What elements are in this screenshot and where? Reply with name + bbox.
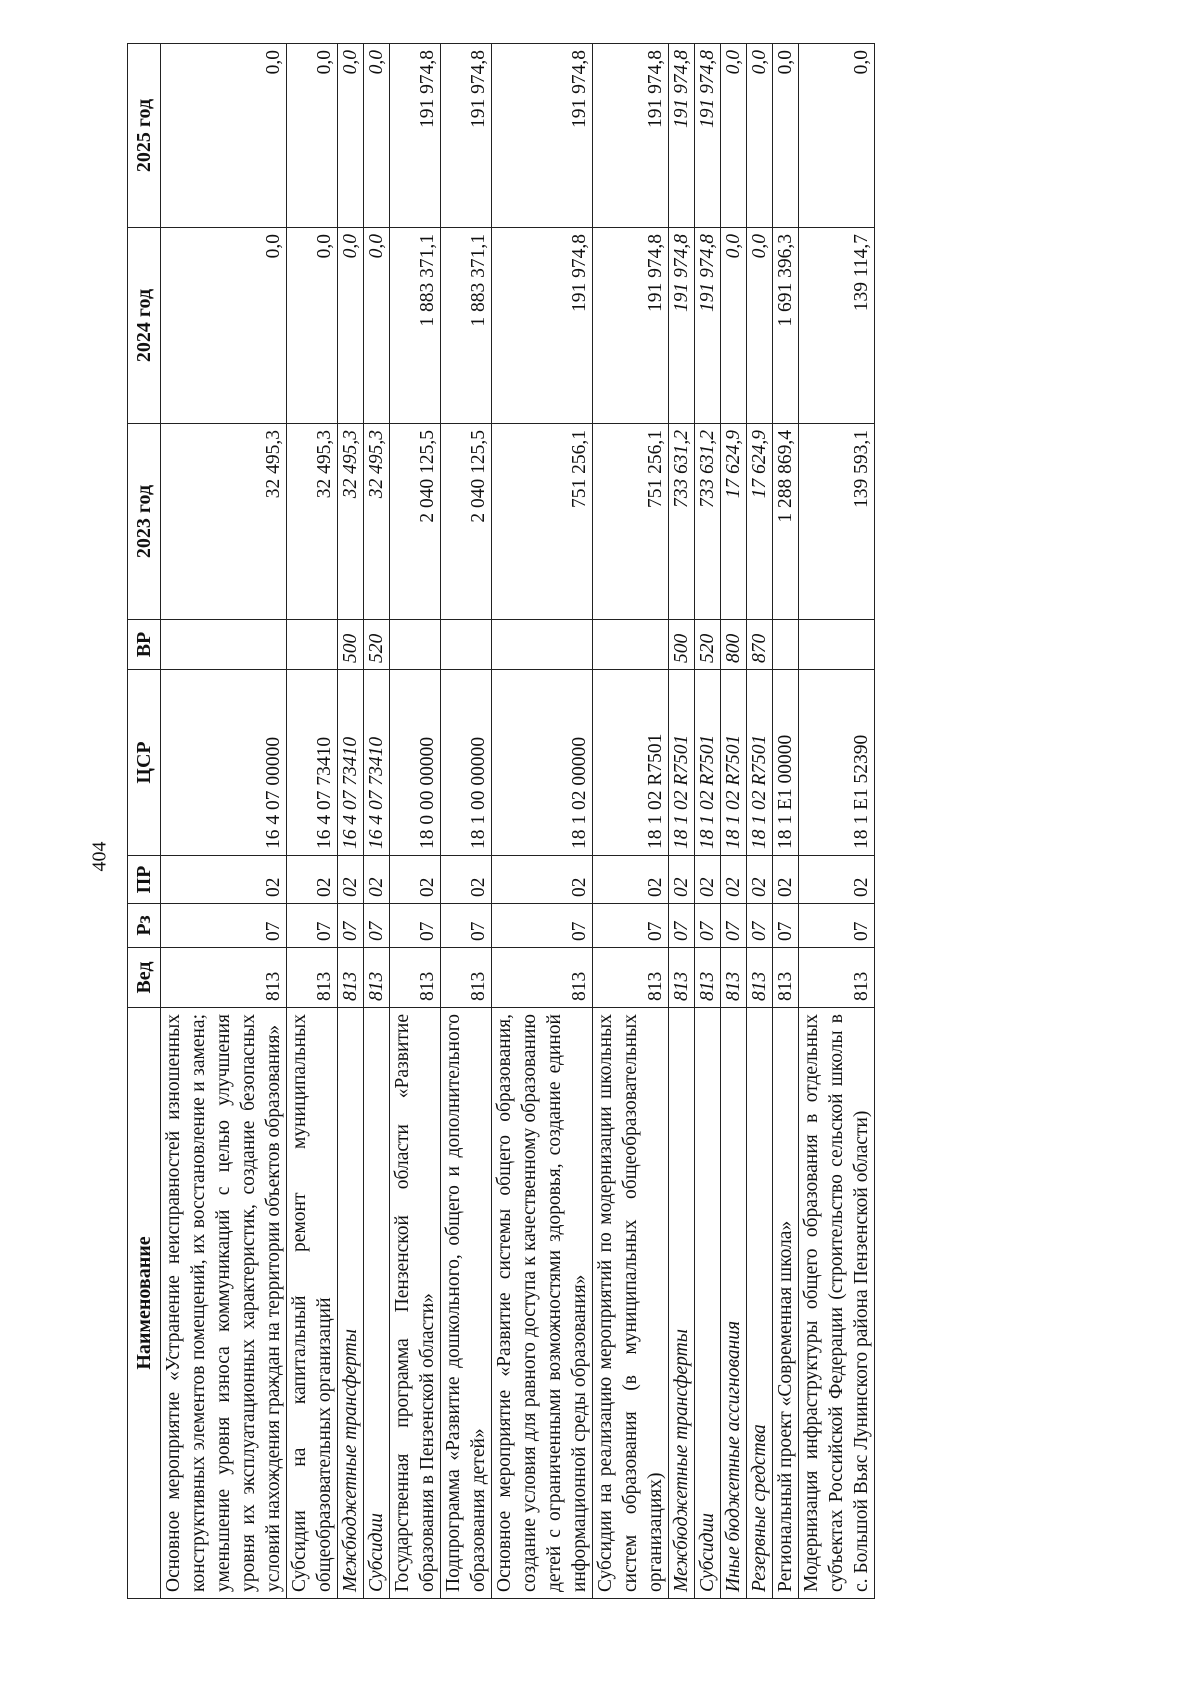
row-value-2025: 0,0: [747, 44, 773, 228]
row-rz: 07: [669, 904, 695, 948]
row-value-2023: 139 593,1: [799, 424, 875, 620]
row-vr: 520: [364, 620, 390, 670]
row-name: Иные бюджетные ассигнования: [721, 1008, 747, 1599]
row-value-2025: 191 974,8: [669, 44, 695, 228]
row-vr: [593, 620, 669, 670]
row-ved: 813: [669, 948, 695, 1008]
rotated-page-content: [127, 44, 1095, 1599]
row-value-2024: 0,0: [338, 228, 364, 424]
row-vr: [390, 620, 441, 670]
table-row: [799, 44, 875, 1599]
row-vr: [773, 620, 799, 670]
row-vr: [492, 620, 593, 670]
row-rz: 07: [390, 904, 441, 948]
row-csr: 18 1 02 00000: [492, 670, 593, 856]
header-name: Наименование: [128, 1008, 161, 1599]
table-row: [338, 44, 364, 1599]
row-pr: 02: [593, 856, 669, 904]
row-name: Модернизация инфраструктуры общего образования в отдельных субъектах Российской Федерации (строительство сельской школы в с. Большой Вьяс Лунинского района Пензенской области): [799, 1008, 875, 1599]
table-body: [161, 44, 875, 1599]
row-csr: 18 1 E1 52390: [799, 670, 875, 856]
row-value-2025: 191 974,8: [492, 44, 593, 228]
row-vr: 800: [721, 620, 747, 670]
row-vr: 500: [338, 620, 364, 670]
header-rz: Рз: [128, 904, 161, 948]
row-value-2023: 32 495,3: [364, 424, 390, 620]
row-value-2024: 191 974,8: [669, 228, 695, 424]
row-name: Основное мероприятие «Развитие системы общего образования, создание условия для равного доступа к качественному образованию детей с ограниченными возможностями здоровья, создание единой информационной среды образования»: [492, 1008, 593, 1599]
row-csr: 16 4 07 00000: [161, 670, 287, 856]
row-rz: 07: [287, 904, 338, 948]
row-rz: 07: [799, 904, 875, 948]
row-value-2024: 139 114,7: [799, 228, 875, 424]
row-vr: [287, 620, 338, 670]
row-ved: 813: [695, 948, 721, 1008]
row-value-2023: 17 624,9: [747, 424, 773, 620]
row-rz: 07: [441, 904, 492, 948]
table-row: [721, 44, 747, 1599]
row-rz: 07: [161, 904, 287, 948]
row-value-2023: 17 624,9: [721, 424, 747, 620]
row-value-2025: 0,0: [287, 44, 338, 228]
row-rz: 07: [338, 904, 364, 948]
table-row: [390, 44, 441, 1599]
row-name: Субсидии на реализацию мероприятий по модернизации школьных систем образования (в муниципальных общеобразовательных организациях): [593, 1008, 669, 1599]
row-value-2025: 191 974,8: [441, 44, 492, 228]
row-vr: 870: [747, 620, 773, 670]
row-value-2024: 191 974,8: [593, 228, 669, 424]
budget-table: [127, 43, 875, 1599]
row-value-2023: 2 040 125,5: [390, 424, 441, 620]
row-pr: 02: [390, 856, 441, 904]
table-row: [161, 44, 287, 1599]
header-csr: ЦСР: [128, 670, 161, 856]
row-name: Региональный проект «Современная школа»: [773, 1008, 799, 1599]
row-rz: 07: [492, 904, 593, 948]
header-pr: ПР: [128, 856, 161, 904]
row-ved: 813: [799, 948, 875, 1008]
row-name: Межбюджетные трансферты: [338, 1008, 364, 1599]
header-2025: 2025 год: [128, 44, 161, 228]
row-rz: 07: [364, 904, 390, 948]
table-header-row: [128, 44, 161, 1599]
row-value-2024: 1 883 371,1: [441, 228, 492, 424]
row-name: Субсидии: [695, 1008, 721, 1599]
row-csr: 16 4 07 73410: [287, 670, 338, 856]
row-value-2023: 2 040 125,5: [441, 424, 492, 620]
row-rz: 07: [593, 904, 669, 948]
row-pr: 02: [161, 856, 287, 904]
row-ved: 813: [593, 948, 669, 1008]
row-csr: 18 1 02 R7501: [695, 670, 721, 856]
row-ved: 813: [390, 948, 441, 1008]
row-value-2023: 32 495,3: [161, 424, 287, 620]
row-value-2025: 191 974,8: [390, 44, 441, 228]
row-name: Межбюджетные трансферты: [669, 1008, 695, 1599]
row-rz: 07: [747, 904, 773, 948]
row-value-2025: 0,0: [721, 44, 747, 228]
table-row: [492, 44, 593, 1599]
row-name: Субсидии: [364, 1008, 390, 1599]
row-ved: 813: [721, 948, 747, 1008]
header-ved: Вед: [128, 948, 161, 1008]
row-csr: 18 1 02 R7501: [747, 670, 773, 856]
row-value-2025: 0,0: [799, 44, 875, 228]
row-name: Субсидии на капитальный ремонт муниципальных общеобразовательных организаций: [287, 1008, 338, 1599]
row-pr: 02: [492, 856, 593, 904]
row-pr: 02: [441, 856, 492, 904]
row-csr: 18 1 00 00000: [441, 670, 492, 856]
row-value-2023: 733 631,2: [669, 424, 695, 620]
row-vr: 520: [695, 620, 721, 670]
row-csr: 18 1 02 R7501: [669, 670, 695, 856]
row-ved: 813: [492, 948, 593, 1008]
table-row: [287, 44, 338, 1599]
row-vr: [799, 620, 875, 670]
row-value-2025: 191 974,8: [695, 44, 721, 228]
row-value-2023: 751 256,1: [593, 424, 669, 620]
header-2024: 2024 год: [128, 228, 161, 424]
row-pr: 02: [338, 856, 364, 904]
row-rz: 07: [773, 904, 799, 948]
table-row: [364, 44, 390, 1599]
table-row: [441, 44, 492, 1599]
row-pr: 02: [799, 856, 875, 904]
row-ved: 813: [747, 948, 773, 1008]
header-2023: 2023 год: [128, 424, 161, 620]
row-ved: 813: [161, 948, 287, 1008]
row-ved: 813: [338, 948, 364, 1008]
row-pr: 02: [669, 856, 695, 904]
row-value-2025: 0,0: [773, 44, 799, 228]
row-csr: 18 1 E1 00000: [773, 670, 799, 856]
row-name: Государственная программа Пензенской области «Развитие образования в Пензенской области»: [390, 1008, 441, 1599]
row-ved: 813: [441, 948, 492, 1008]
row-rz: 07: [721, 904, 747, 948]
row-value-2025: 0,0: [338, 44, 364, 228]
row-rz: 07: [695, 904, 721, 948]
row-value-2024: 0,0: [364, 228, 390, 424]
row-vr: 500: [669, 620, 695, 670]
row-name: Резервные средства: [747, 1008, 773, 1599]
row-value-2025: 191 974,8: [593, 44, 669, 228]
row-csr: 18 0 00 00000: [390, 670, 441, 856]
row-value-2024: 191 974,8: [695, 228, 721, 424]
row-value-2023: 1 288 869,4: [773, 424, 799, 620]
table-row: [695, 44, 721, 1599]
row-value-2025: 0,0: [364, 44, 390, 228]
row-vr: [161, 620, 287, 670]
row-value-2024: 1 691 396,3: [773, 228, 799, 424]
row-value-2025: 0,0: [161, 44, 287, 228]
row-pr: 02: [287, 856, 338, 904]
row-pr: 02: [747, 856, 773, 904]
header-vr: ВР: [128, 620, 161, 670]
table-row: [669, 44, 695, 1599]
row-pr: 02: [695, 856, 721, 904]
row-vr: [441, 620, 492, 670]
row-ved: 813: [364, 948, 390, 1008]
row-csr: 18 1 02 R7501: [721, 670, 747, 856]
row-value-2024: 0,0: [721, 228, 747, 424]
row-value-2024: 0,0: [287, 228, 338, 424]
table-row: [747, 44, 773, 1599]
row-csr: 16 4 07 73410: [338, 670, 364, 856]
row-value-2023: 751 256,1: [492, 424, 593, 620]
row-value-2024: 191 974,8: [492, 228, 593, 424]
row-value-2023: 733 631,2: [695, 424, 721, 620]
row-pr: 02: [364, 856, 390, 904]
page-number: 404: [88, 841, 111, 872]
row-value-2024: 0,0: [747, 228, 773, 424]
row-value-2024: 1 883 371,1: [390, 228, 441, 424]
table-row: [773, 44, 799, 1599]
row-name: Подпрограмма «Развитие дошкольного, общего и дополнительного образования детей»: [441, 1008, 492, 1599]
row-csr: 18 1 02 R7501: [593, 670, 669, 856]
row-value-2023: 32 495,3: [338, 424, 364, 620]
row-pr: 02: [773, 856, 799, 904]
row-value-2024: 0,0: [161, 228, 287, 424]
row-pr: 02: [721, 856, 747, 904]
row-ved: 813: [287, 948, 338, 1008]
table-row: [593, 44, 669, 1599]
row-name: Основное мероприятие «Устранение неисправностей изношенных конструктивных элементов помещений, их восстановление и замена; уменьшение уровня износа коммуникаций с целью улучшения уровня их эксплуатационных характеристик, создание безопасных условий нахождения граждан на территории объектов образования»: [161, 1008, 287, 1599]
row-value-2023: 32 495,3: [287, 424, 338, 620]
row-csr: 16 4 07 73410: [364, 670, 390, 856]
row-ved: 813: [773, 948, 799, 1008]
